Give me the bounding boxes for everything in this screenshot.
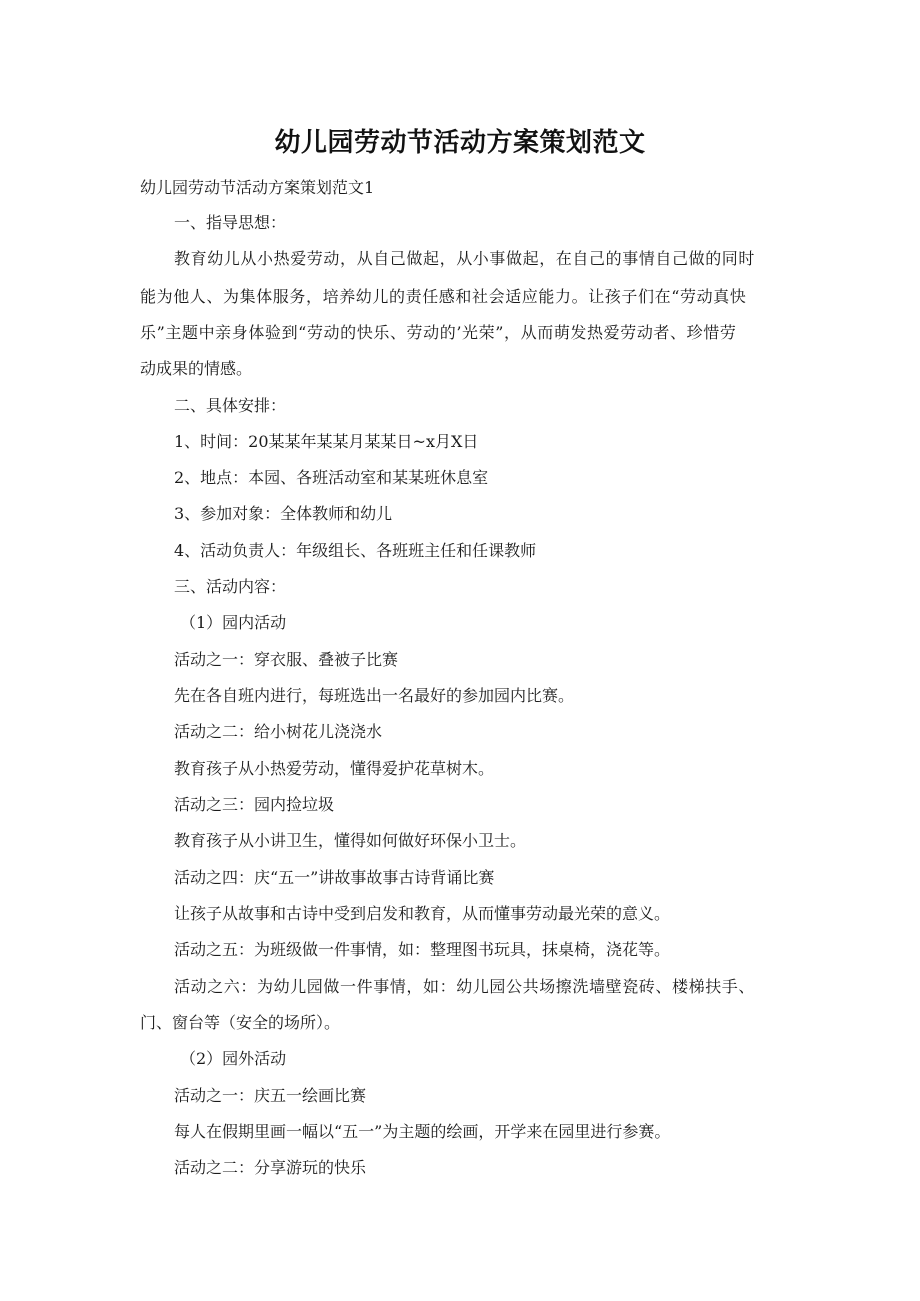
paragraph-line: 先在各自班内进行，每班选出一名最好的参加园内比赛。 [174, 686, 575, 705]
paragraph-line: 每人在假期里画一幅以“五一”为主题的绘画，开学来在园里进行参赛。 [174, 1122, 671, 1141]
section-heading: 二、具体安排： [174, 396, 287, 415]
section-heading: 一、指导思想： [174, 213, 287, 232]
paragraph-line: 活动之二：给小树花儿浇浇水 [174, 722, 383, 741]
subsection-heading: （1）园内活动 [180, 613, 287, 632]
paragraph-line: 活动之三：园内捡垃圾 [174, 795, 335, 814]
paragraph-line: 1、时间：20某某年某某月某某日~x月X日 [174, 432, 479, 451]
subsection-heading: （2）园外活动 [180, 1049, 287, 1068]
paragraph-line: 门、窗台等（安全的场所）。 [140, 1013, 341, 1032]
document-title: 幼儿园劳动节活动方案策划范文 [274, 128, 646, 158]
paragraph-line: 能为他人、为集体服务，培养幼儿的责任感和社会适应能力。让孩子们在“劳动真快 [140, 287, 747, 306]
paragraph-line: 活动之二：分享游玩的快乐 [174, 1158, 367, 1177]
paragraph-line: 动成果的情感。 [140, 359, 253, 378]
paragraph-line: 教育幼儿从小热爱劳动，从自己做起，从小事做起，在自己的事情自己做的同时 [174, 249, 756, 268]
paragraph-line: 2、地点：本园、各班活动室和某某班休息室 [174, 468, 489, 487]
paragraph-line: 教育孩子从小讲卫生，懂得如何做好环保小卫士。 [174, 831, 527, 850]
section-heading: 三、活动内容： [174, 577, 287, 596]
paragraph-line: 活动之六：为幼儿园做一件事情，如：幼儿园公共场擦洗墙壁瓷砖、楼梯扶手、 [174, 977, 756, 996]
paragraph-line: 让孩子从故事和古诗中受到启发和教育，从而懂事劳动最光荣的意义。 [174, 904, 671, 923]
paragraph-line: 活动之五：为班级做一件事情，如：整理图书玩具，抹桌椅，浇花等。 [174, 940, 671, 959]
paragraph-line: 活动之四：庆“五一”讲故事故事古诗背诵比赛 [174, 868, 495, 887]
paragraph-line: 3、参加对象：全体教师和幼儿 [174, 504, 393, 523]
paragraph-line: 乐”主题中亲身体验到“劳动的快乐、劳动的’光荣”，从而萌发热爱劳动者、珍惜劳 [140, 323, 737, 342]
paragraph-line: 活动之一：穿衣服、叠被子比赛 [174, 650, 399, 669]
paragraph-line: 教育孩子从小热爱劳动，懂得爱护花草树木。 [174, 759, 495, 778]
paragraph-line: 活动之一：庆五一绘画比赛 [174, 1086, 367, 1105]
document-subtitle: 幼儿园劳动节活动方案策划范文1 [140, 178, 375, 197]
paragraph-line: 4、活动负责人：年级组长、各班班主任和任课教师 [174, 541, 537, 560]
